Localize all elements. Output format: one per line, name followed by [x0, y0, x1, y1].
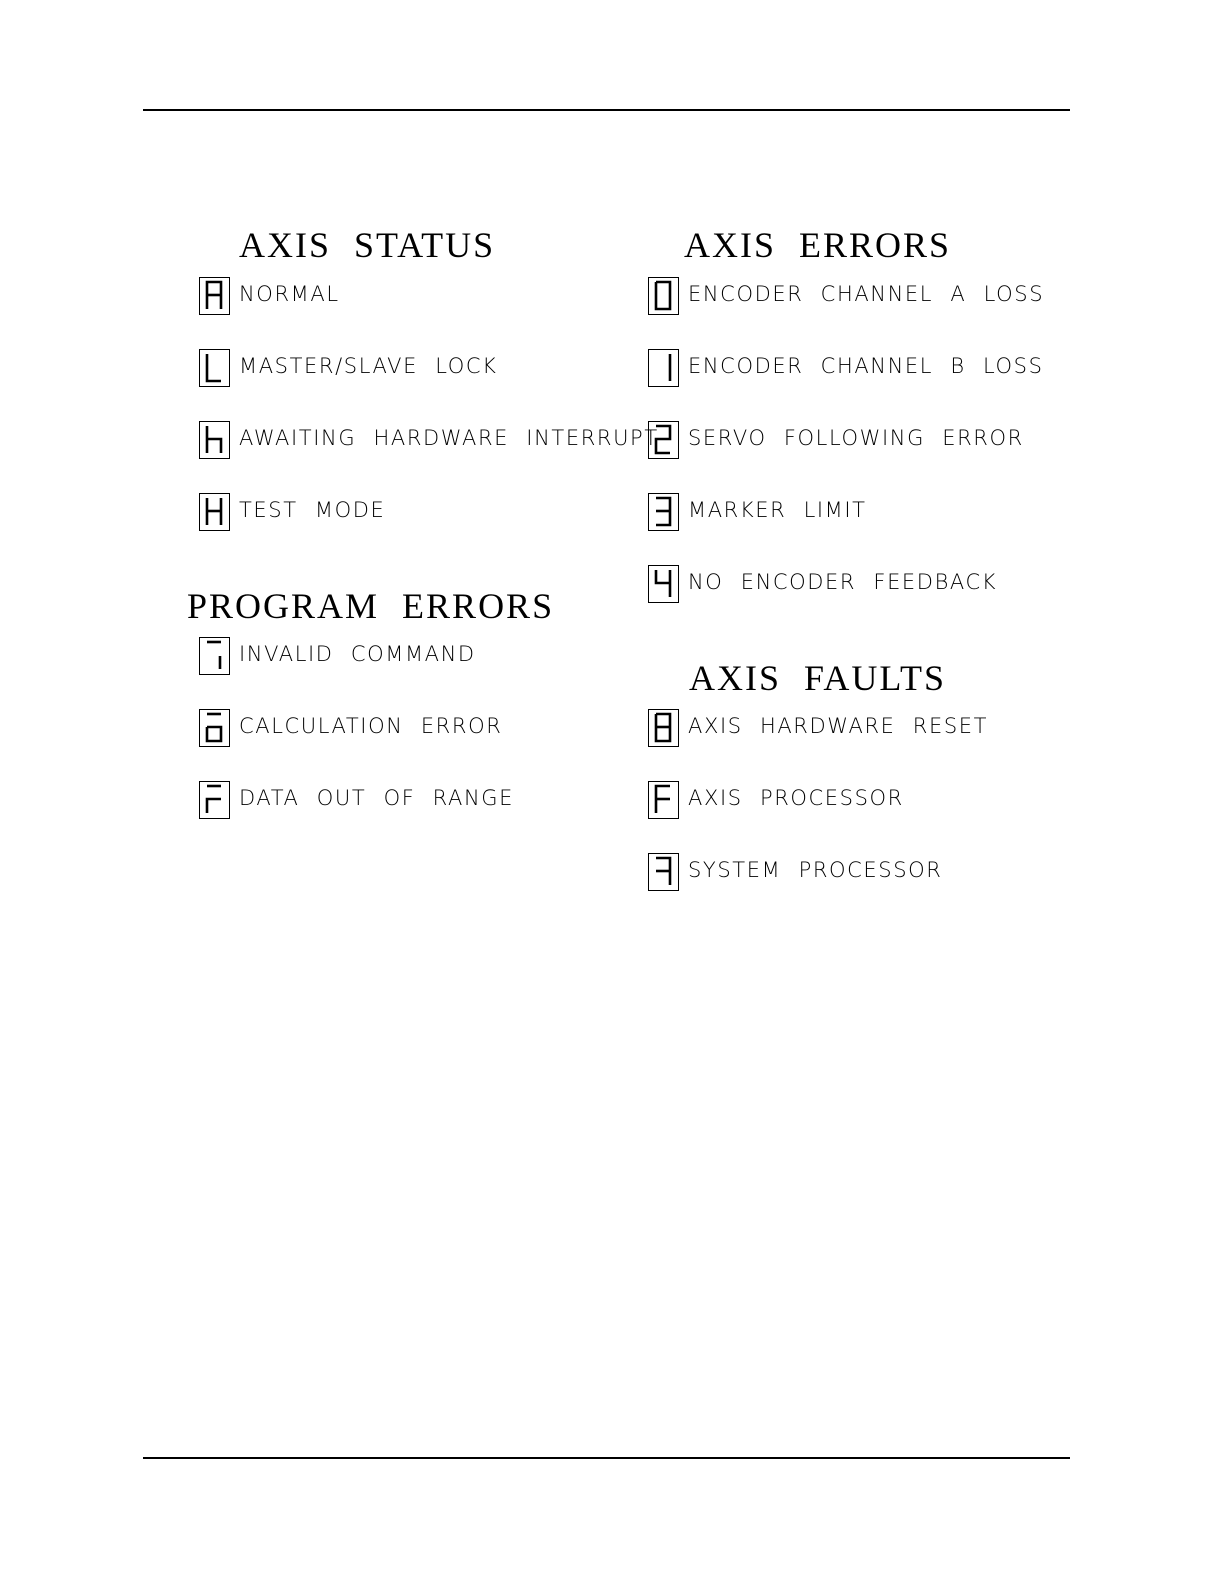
- program-error-item: [199, 636, 476, 676]
- display-code-3: [648, 493, 679, 531]
- display-code-l: [199, 349, 230, 387]
- status-label: NORMAL: [239, 282, 340, 306]
- bottom-rule: [143, 1457, 1070, 1459]
- error-label: NO ENCODER FEEDBACK: [688, 570, 998, 594]
- display-code-f: [648, 781, 679, 819]
- axis-errors-heading: AXIS ERRORS: [684, 225, 952, 265]
- status-label: AWAITING HARDWARE INTERRUPT: [239, 426, 659, 450]
- axis-fault-item: [648, 708, 988, 748]
- error-label: SERVO FOLLOWING ERROR: [688, 426, 1024, 450]
- error-label: MARKER LIMIT: [688, 498, 867, 522]
- display-code-1: [648, 349, 679, 387]
- display-code-o: [199, 709, 230, 747]
- error-label: CALCULATION ERROR: [239, 714, 503, 738]
- display-code-2: [648, 421, 679, 459]
- axis-error-item: [648, 276, 1044, 316]
- axis-error-item: [648, 564, 997, 604]
- axis-error-item: [648, 492, 867, 532]
- display-code-a: [199, 277, 230, 315]
- axis-faults-heading: AXIS FAULTS: [689, 658, 947, 698]
- program-errors-heading: PROGRAM ERRORS: [187, 586, 555, 626]
- display-code-h-lower: [199, 421, 230, 459]
- axis-fault-item: [648, 780, 904, 820]
- top-rule: [143, 109, 1070, 111]
- display-code-7: [648, 853, 679, 891]
- display-code-8: [648, 709, 679, 747]
- display-code-0: [648, 277, 679, 315]
- error-label: INVALID COMMAND: [239, 642, 476, 666]
- axis-status-item: [199, 492, 385, 532]
- axis-status-item: [199, 276, 340, 316]
- axis-fault-item: [648, 852, 942, 892]
- axis-error-item: [648, 348, 1044, 388]
- display-code-r: [199, 781, 230, 819]
- axis-error-item: [648, 420, 1024, 460]
- status-label: TEST MODE: [239, 498, 386, 522]
- axis-status-heading: AXIS STATUS: [239, 225, 496, 265]
- fault-label: AXIS PROCESSOR: [688, 786, 904, 810]
- fault-label: SYSTEM PROCESSOR: [688, 858, 943, 882]
- fault-label: AXIS HARDWARE RESET: [688, 714, 989, 738]
- error-label: DATA OUT OF RANGE: [239, 786, 515, 810]
- error-label: ENCODER CHANNEL A LOSS: [688, 282, 1045, 306]
- display-code-4: [648, 565, 679, 603]
- axis-status-item: [199, 348, 498, 388]
- program-error-item: [199, 780, 514, 820]
- display-code-h-upper: [199, 493, 230, 531]
- axis-status-item: [199, 420, 659, 460]
- program-error-item: [199, 708, 502, 748]
- error-label: ENCODER CHANNEL B LOSS: [688, 354, 1044, 378]
- display-code-i: [199, 637, 230, 675]
- status-label: MASTER/SLAVE LOCK: [239, 354, 498, 378]
